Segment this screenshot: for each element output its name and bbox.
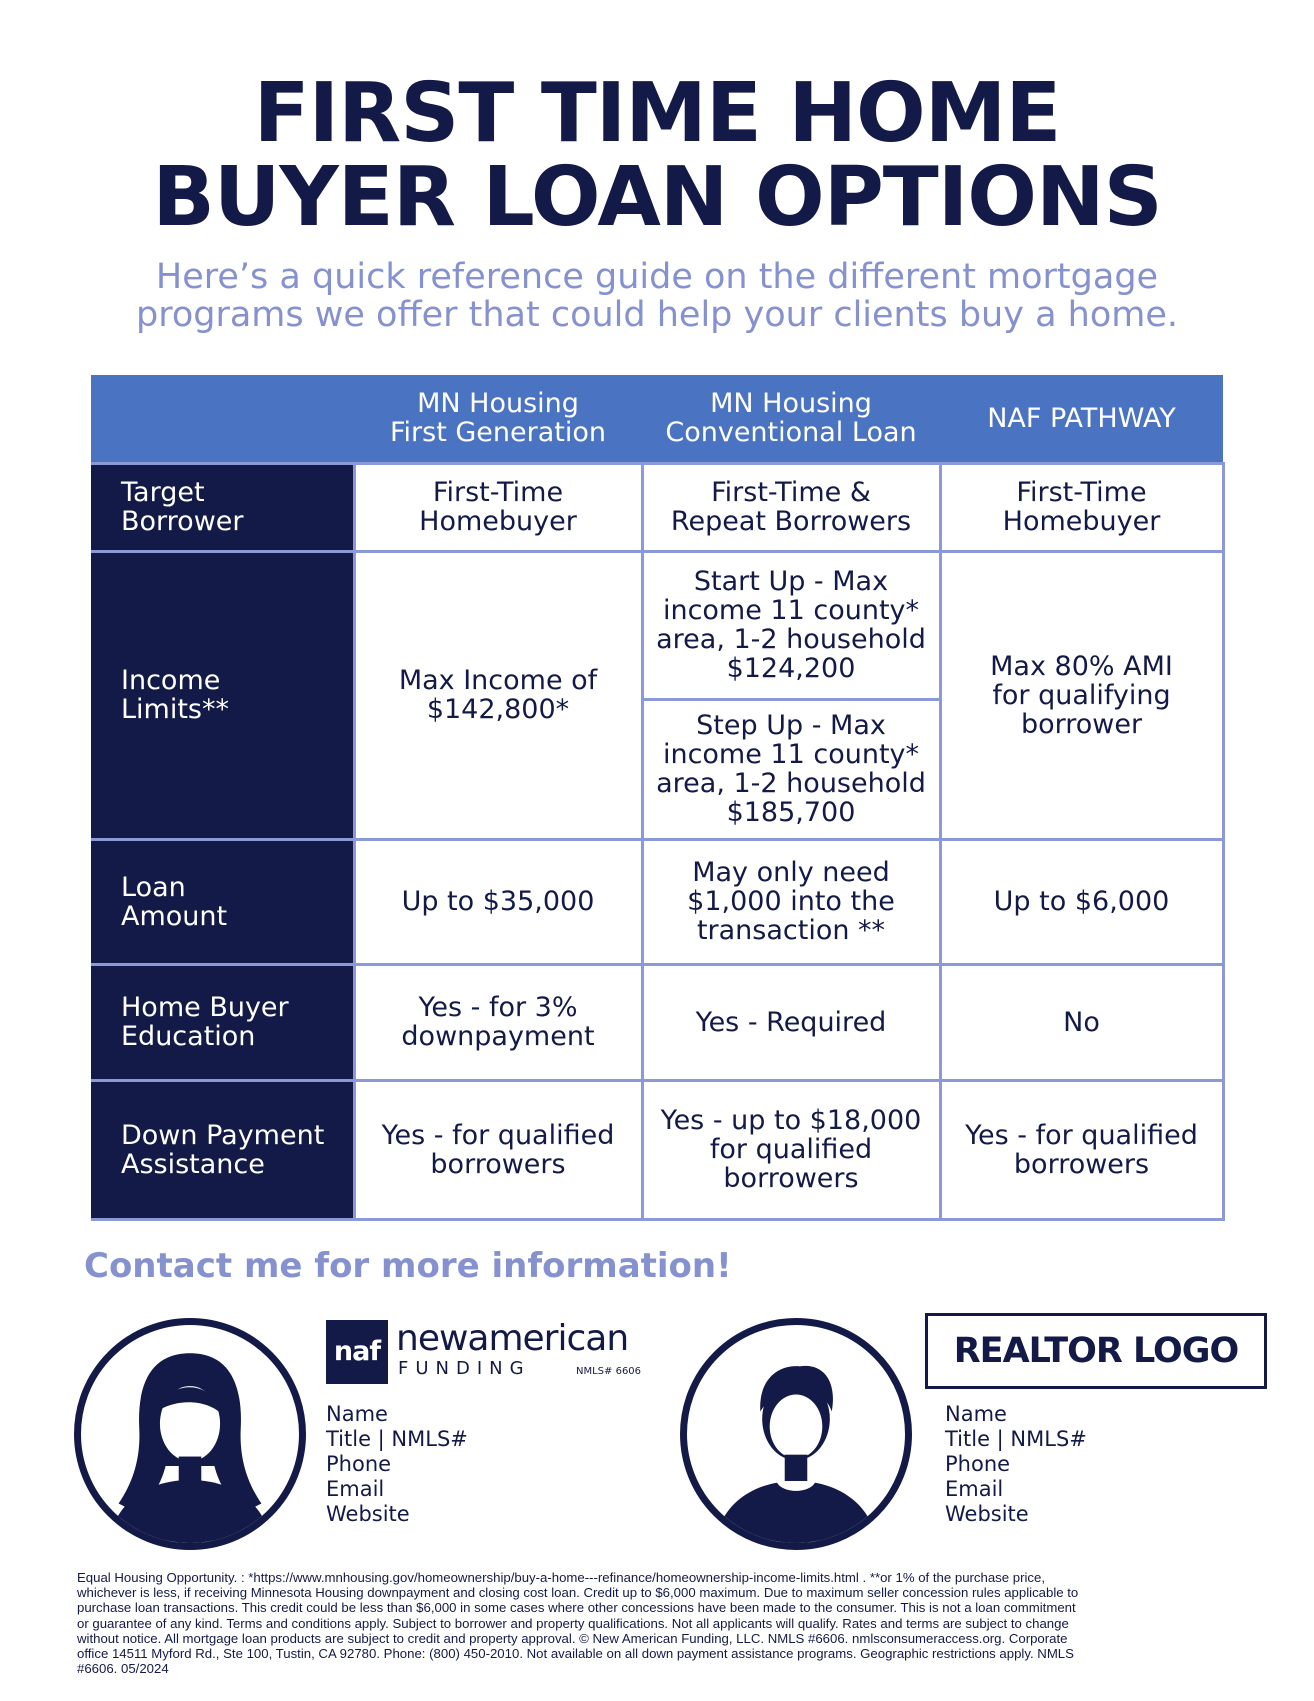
loan-options-table: [91, 375, 1225, 1221]
subtitle-line-1: Here’s a quick reference guide on the different mortgage: [155, 257, 1159, 297]
cell-loan-naf-pathway: Up to $6,000: [940, 839, 1223, 964]
header-corner-cell: [91, 375, 354, 463]
row-label-loan-amount: Loan Amount: [91, 839, 354, 964]
cell-income-step-up: Step Up - Max income 11 county* area, 1-2 household $185,700: [642, 699, 940, 839]
lender-logo: [326, 1320, 656, 1384]
cell-dpa-first-generation: Yes - for qualified borrowers: [354, 1080, 642, 1219]
naf-logo-nmls: NMLS# 6606: [576, 1366, 642, 1377]
cell-education-first-generation: Yes - for 3% downpayment: [354, 964, 642, 1080]
table-row-income-start-up: [91, 551, 1223, 699]
cell-target-naf-pathway: First-Time Homebuyer: [940, 463, 1223, 551]
male-avatar-icon: [680, 1318, 912, 1550]
column-header-mn-first-generation: MN Housing First Generation: [354, 375, 642, 463]
cell-target-conventional: First-Time & Repeat Borrowers: [642, 463, 940, 551]
table-row-loan-amount: [91, 839, 1223, 964]
table-header-row: [91, 375, 1223, 463]
subtitle-line-2: programs we offer that could help your clients buy a home.: [136, 295, 1178, 335]
lender-info: [326, 1402, 468, 1527]
cell-target-first-generation: First-Time Homebuyer: [354, 463, 642, 551]
title-line-2: BUYER LOAN OPTIONS: [152, 150, 1162, 245]
realtor-email: Email: [945, 1477, 1004, 1501]
table-row-down-payment-assistance: [91, 1080, 1223, 1219]
realtor-phone: Phone: [945, 1452, 1011, 1476]
cell-loan-conventional: May only need $1,000 into the transaction **: [642, 839, 940, 964]
naf-logo-word: newamerican: [396, 1318, 629, 1359]
contact-heading: Contact me for more information!: [84, 1246, 732, 1286]
female-avatar-icon: [74, 1318, 306, 1550]
lender-title: Title | NMLS#: [326, 1427, 468, 1451]
lender-phone: Phone: [326, 1452, 392, 1476]
table-row-home-buyer-education: [91, 964, 1223, 1080]
row-label-income-limits: Income Limits**: [91, 551, 354, 839]
page-title: [0, 66, 1314, 245]
title-line-1: FIRST TIME HOME: [253, 66, 1061, 161]
column-header-mn-conventional: MN Housing Conventional Loan: [642, 375, 940, 463]
cell-income-first-generation: Max Income of $142,800*: [354, 551, 642, 839]
realtor-title: Title | NMLS#: [945, 1427, 1087, 1451]
column-header-naf-pathway: NAF PATHWAY: [940, 375, 1223, 463]
cell-dpa-naf-pathway: Yes - for qualified borrowers: [940, 1080, 1223, 1219]
cell-dpa-conventional: Yes - up to $18,000 for qualified borrowers: [642, 1080, 940, 1219]
realtor-info: [945, 1402, 1087, 1527]
cell-income-start-up: Start Up - Max income 11 county* area, 1-2 household $124,200: [642, 551, 940, 699]
realtor-website: Website: [945, 1502, 1029, 1526]
naf-logo-mark: naf: [326, 1320, 388, 1384]
lender-name: Name: [326, 1402, 388, 1426]
cell-education-naf-pathway: No: [940, 964, 1223, 1080]
row-label-down-payment-assistance: Down Payment Assistance: [91, 1080, 354, 1219]
page-subtitle: [0, 258, 1314, 334]
row-label-target-borrower: Target Borrower: [91, 463, 354, 551]
cell-education-conventional: Yes - Required: [642, 964, 940, 1080]
legal-disclaimer: Equal Housing Opportunity. : *https://www.mnhousing.gov/homeownership/buy-a-home---refinance/homeownership-income-limits.html . **or 1% of the purchase price, whichever is less, if receiving Minnesota Housing downpayment and closing cost loan. Credit up to $6,000 maximum. Due to maximum seller concession rules applicable to purchase loan transactions. This credit could be less than $6,000 in some cases where other concessions have been made to the consumer. This is not a loan commitment or guarantee of any kind. Terms and conditions apply. Subject to borrower and property qualifications. Not all applicants will qualify. Rates and terms are subject to change without notice. All mortgage loan products are subject to credit and property approval. © New American Funding, LLC. NMLS #6606. nmlsconsumeraccess.org. Corporate office 14511 Myford Rd., Ste 100, Tustin, CA 92780. Phone: (800) 450-2010. Not available on all down payment assistance programs. Geographic restrictions apply. NMLS #6606. 05/2024: [77, 1570, 1079, 1677]
cell-income-naf-pathway: Max 80% AMI for qualifying borrower: [940, 551, 1223, 839]
naf-logo-funding: FUNDING: [398, 1358, 531, 1379]
realtor-name: Name: [945, 1402, 1007, 1426]
realtor-logo: REALTOR LOGO: [925, 1313, 1267, 1389]
lender-email: Email: [326, 1477, 385, 1501]
table-row-target-borrower: [91, 463, 1223, 551]
cell-loan-first-generation: Up to $35,000: [354, 839, 642, 964]
lender-website: Website: [326, 1502, 410, 1526]
row-label-home-buyer-education: Home Buyer Education: [91, 964, 354, 1080]
